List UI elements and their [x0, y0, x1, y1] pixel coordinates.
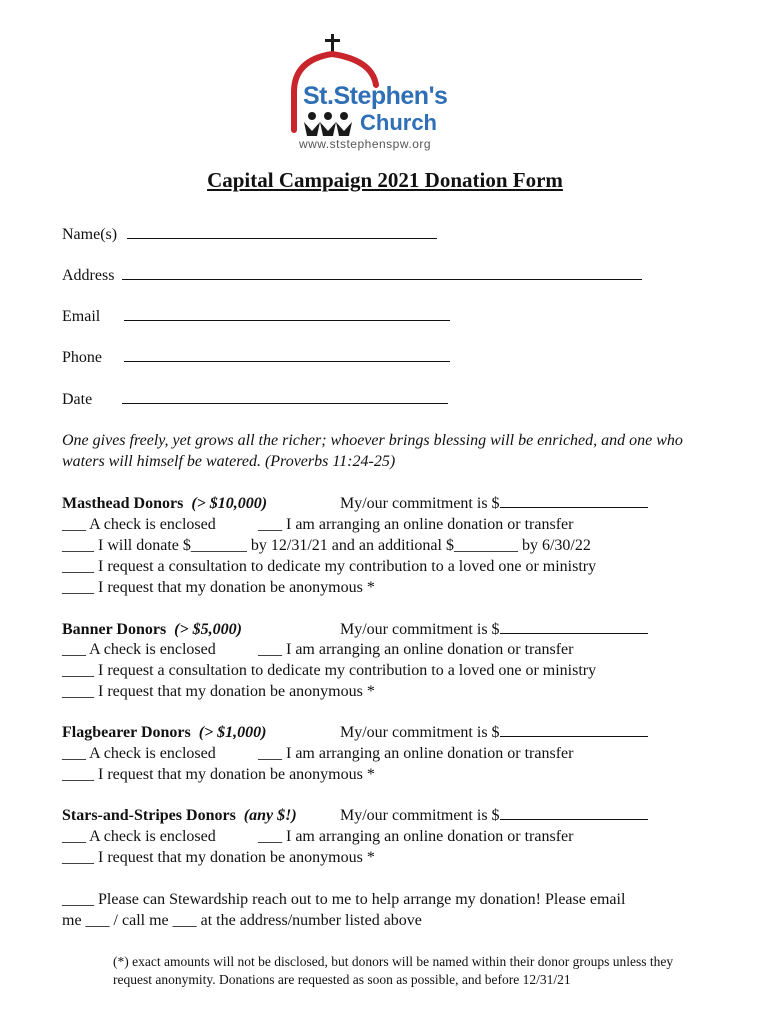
masthead-check-option[interactable]: ___ A check is enclosed	[62, 516, 216, 533]
cross-icon	[325, 34, 340, 52]
stars-heading	[62, 807, 297, 825]
banner-name: Banner Donors	[62, 621, 167, 638]
banner-online-option[interactable]: ___ I am arranging an online donation or transfer	[258, 641, 574, 658]
masthead-heading	[62, 495, 267, 513]
flagbearer-name: Flagbearer Donors	[62, 724, 191, 741]
names-field[interactable]	[62, 226, 437, 244]
page-title: Capital Campaign 2021 Donation Form	[207, 168, 563, 192]
banner-amount: (> $5,000)	[174, 621, 242, 638]
masthead-commitment[interactable]	[340, 495, 648, 513]
commitment-line[interactable]	[500, 807, 648, 820]
stars-online-option[interactable]: ___ I am arranging an online donation or transfer	[258, 828, 574, 845]
stars-commitment[interactable]	[340, 807, 648, 825]
stars-amount: (any $!)	[243, 807, 297, 824]
masthead-will-donate-option[interactable]: ____ I will donate $_______ by 12/31/21 and an additional $________ by 6/30/22	[62, 537, 591, 554]
banner-anonymous-option[interactable]: ____ I request that my donation be anonymous *	[62, 683, 375, 700]
commitment-line[interactable]	[500, 495, 648, 508]
phone-label: Phone	[62, 349, 102, 366]
flagbearer-commitment[interactable]	[340, 724, 648, 742]
commitment-line[interactable]	[500, 724, 648, 737]
banner-commitment[interactable]	[340, 621, 648, 639]
masthead-amount: (> $10,000)	[191, 495, 268, 512]
names-label: Name(s)	[62, 226, 118, 243]
people-icon	[304, 112, 352, 136]
flagbearer-anonymous-option[interactable]: ____ I request that my donation be anonymous *	[62, 766, 375, 783]
commitment-label: My/our commitment is $	[340, 621, 500, 638]
commitment-label: My/our commitment is $	[340, 724, 500, 741]
masthead-name: Masthead Donors	[62, 495, 184, 512]
date-label: Date	[62, 391, 93, 408]
email-label: Email	[62, 308, 101, 325]
stewardship-request-line2[interactable]: me ___ / call me ___ at the address/number listed above	[62, 912, 422, 929]
masthead-anonymous-option[interactable]: ____ I request that my donation be anonymous *	[62, 579, 375, 596]
stars-check-option[interactable]: ___ A check is enclosed	[62, 828, 216, 845]
names-line[interactable]	[127, 226, 437, 239]
masthead-dedicate-option[interactable]: ____ I request a consultation to dedicate my contribution to a loved one or ministry	[62, 558, 597, 575]
date-field[interactable]	[62, 391, 448, 409]
scripture-quote: One gives freely, yet grows all the richer; whoever brings blessing will be enriched, and one who waters will himself be watered. (Proverbs 11:24-25)	[62, 432, 683, 470]
masthead-online-option[interactable]: ___ I am arranging an online donation or transfer	[258, 516, 574, 533]
logo-name: St.Stephen's	[303, 82, 448, 110]
address-line[interactable]	[122, 267, 642, 280]
phone-line[interactable]	[124, 349, 450, 362]
stewardship-request-line1[interactable]: ____ Please can Stewardship reach out to me to help arrange my donation! Please email	[62, 891, 626, 908]
flagbearer-heading	[62, 724, 267, 742]
email-field[interactable]	[62, 308, 450, 326]
address-field[interactable]	[62, 267, 642, 285]
flagbearer-check-option[interactable]: ___ A check is enclosed	[62, 745, 216, 762]
logo-church: Church	[360, 110, 437, 135]
logo-website: www.ststephenspw.org	[298, 137, 432, 151]
stars-anonymous-option[interactable]: ____ I request that my donation be anonymous *	[62, 849, 375, 866]
stars-name: Stars-and-Stripes Donors	[62, 807, 236, 824]
flagbearer-amount: (> $1,000)	[198, 724, 267, 741]
phone-field[interactable]	[62, 349, 450, 367]
flagbearer-online-option[interactable]: ___ I am arranging an online donation or transfer	[258, 745, 574, 762]
email-line[interactable]	[124, 308, 450, 321]
banner-check-option[interactable]: ___ A check is enclosed	[62, 641, 216, 658]
commitment-line[interactable]	[500, 621, 648, 634]
footnote: (*) exact amounts will not be disclosed, but donors will be named within their donor groups unless they request anonymity. Donations are requested as soon as possible, and before 12/31/21	[113, 954, 674, 987]
date-line[interactable]	[122, 391, 448, 404]
commitment-label: My/our commitment is $	[340, 807, 500, 824]
commitment-label: My/our commitment is $	[340, 495, 500, 512]
banner-dedicate-option[interactable]: ____ I request a consultation to dedicate my contribution to a loved one or ministry	[62, 662, 597, 679]
banner-heading	[62, 621, 242, 639]
address-label: Address	[62, 267, 115, 284]
